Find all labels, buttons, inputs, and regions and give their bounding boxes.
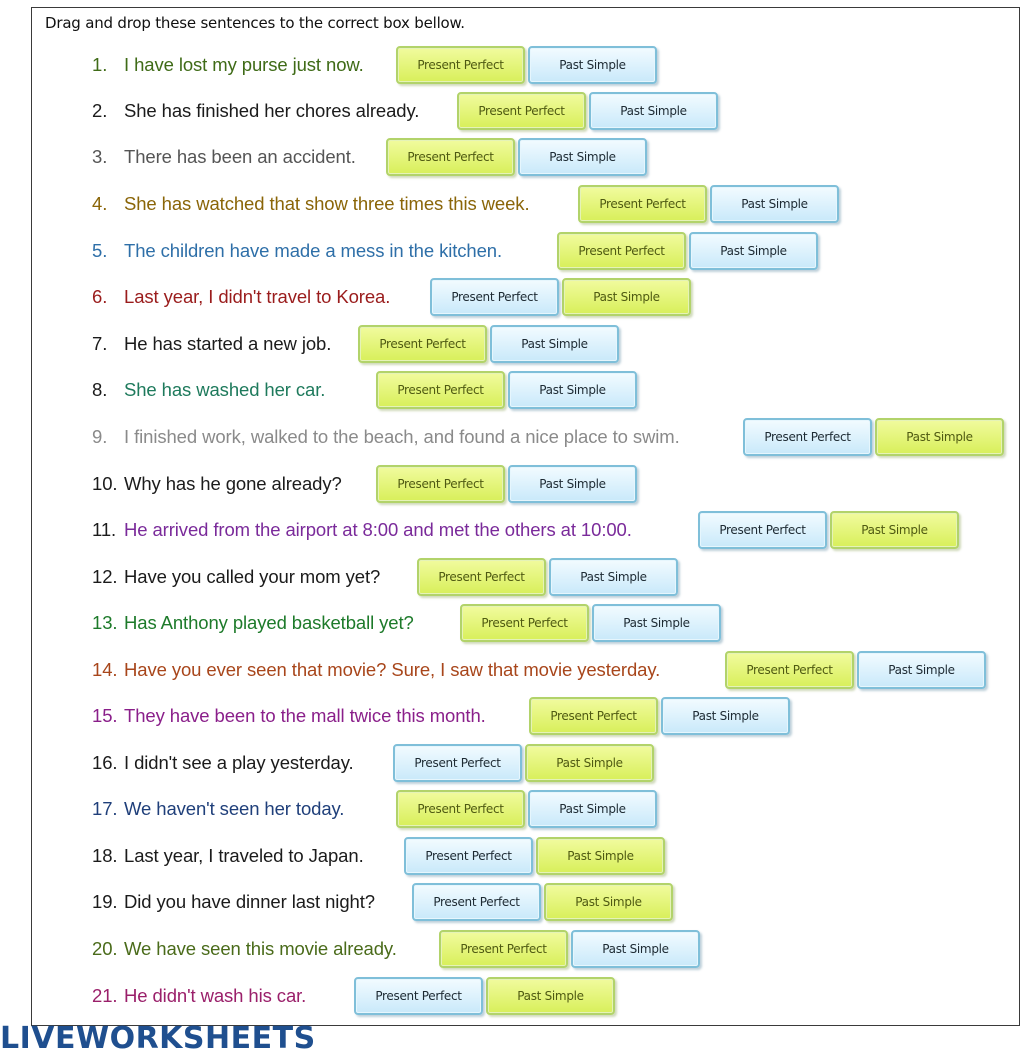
question-number: 14. — [92, 659, 118, 680]
question-sentence: There has been an accident. — [124, 146, 356, 167]
question-19 — [92, 891, 375, 913]
question-2 — [92, 100, 419, 122]
past-simple-chip[interactable]: Past Simple — [544, 883, 673, 921]
question-sentence: We have seen this movie already. — [124, 938, 397, 959]
past-simple-chip[interactable]: Past Simple — [562, 278, 691, 316]
question-21 — [92, 985, 306, 1007]
question-20 — [92, 938, 397, 960]
present-perfect-chip[interactable]: Present Perfect — [376, 465, 505, 503]
past-simple-chip[interactable]: Past Simple — [589, 92, 718, 130]
question-number: 10. — [92, 473, 118, 494]
present-perfect-chip[interactable]: Present Perfect — [354, 977, 483, 1015]
present-perfect-chip[interactable]: Present Perfect — [396, 46, 525, 84]
past-simple-chip[interactable]: Past Simple — [528, 790, 657, 828]
question-8 — [92, 379, 325, 401]
question-10 — [92, 473, 342, 495]
present-perfect-chip[interactable]: Present Perfect — [404, 837, 533, 875]
question-11 — [92, 519, 632, 541]
question-13 — [92, 612, 414, 634]
past-simple-chip[interactable]: Past Simple — [592, 604, 721, 642]
present-perfect-chip[interactable]: Present Perfect — [439, 930, 568, 968]
question-number: 2. — [92, 100, 108, 121]
present-perfect-chip[interactable]: Present Perfect — [457, 92, 586, 130]
question-number: 12. — [92, 566, 118, 587]
question-number: 16. — [92, 752, 118, 773]
question-14 — [92, 659, 660, 681]
present-perfect-chip[interactable]: Present Perfect — [430, 278, 559, 316]
question-number: 18. — [92, 845, 118, 866]
present-perfect-chip[interactable]: Present Perfect — [358, 325, 487, 363]
present-perfect-chip[interactable]: Present Perfect — [698, 511, 827, 549]
past-simple-chip[interactable]: Past Simple — [857, 651, 986, 689]
present-perfect-chip[interactable]: Present Perfect — [529, 697, 658, 735]
question-sentence: He arrived from the airport at 8:00 and met the others at 10:00. — [124, 519, 632, 540]
present-perfect-chip[interactable]: Present Perfect — [743, 418, 872, 456]
question-sentence: I have lost my purse just now. — [124, 54, 364, 75]
question-sentence: The children have made a mess in the kitchen. — [124, 240, 503, 261]
present-perfect-chip[interactable]: Present Perfect — [376, 371, 505, 409]
present-perfect-chip[interactable]: Present Perfect — [460, 604, 589, 642]
question-sentence: Did you have dinner last night? — [124, 891, 375, 912]
question-sentence: Last year, I traveled to Japan. — [124, 845, 364, 866]
question-1 — [92, 54, 364, 76]
past-simple-chip[interactable]: Past Simple — [549, 558, 678, 596]
question-sentence: Why has he gone already? — [124, 473, 342, 494]
question-sentence: He didn't wash his car. — [124, 985, 307, 1006]
question-sentence: She has watched that show three times this week. — [124, 193, 530, 214]
question-number: 8. — [92, 379, 108, 400]
question-4 — [92, 193, 530, 215]
question-number: 1. — [92, 54, 108, 75]
present-perfect-chip[interactable]: Present Perfect — [393, 744, 522, 782]
present-perfect-chip[interactable]: Present Perfect — [557, 232, 686, 270]
instruction-text: Drag and drop these sentences to the correct box bellow. — [45, 14, 465, 32]
question-number: 19. — [92, 891, 118, 912]
question-5 — [92, 240, 502, 262]
present-perfect-chip[interactable]: Present Perfect — [386, 138, 515, 176]
question-6 — [92, 286, 390, 308]
question-sentence: I finished work, walked to the beach, and found a nice place to swim. — [124, 426, 680, 447]
question-sentence: He has started a new job. — [124, 333, 332, 354]
question-sentence: They have been to the mall twice this month. — [124, 705, 486, 726]
past-simple-chip[interactable]: Past Simple — [710, 185, 839, 223]
question-18 — [92, 845, 364, 867]
question-number: 7. — [92, 333, 108, 354]
question-number: 4. — [92, 193, 108, 214]
present-perfect-chip[interactable]: Present Perfect — [417, 558, 546, 596]
past-simple-chip[interactable]: Past Simple — [536, 837, 665, 875]
present-perfect-chip[interactable]: Present Perfect — [396, 790, 525, 828]
question-number: 20. — [92, 938, 118, 959]
question-9 — [92, 426, 680, 448]
question-sentence: Have you ever seen that movie? Sure, I saw that movie yesterday. — [124, 659, 661, 680]
question-number: 9. — [92, 426, 108, 447]
question-sentence: I didn't see a play yesterday. — [124, 752, 354, 773]
liveworksheets-logo: LIVEWORKSHEETS — [0, 1021, 316, 1056]
past-simple-chip[interactable]: Past Simple — [518, 138, 647, 176]
present-perfect-chip[interactable]: Present Perfect — [578, 185, 707, 223]
question-7 — [92, 333, 331, 355]
question-number: 13. — [92, 612, 118, 633]
present-perfect-chip[interactable]: Present Perfect — [725, 651, 854, 689]
question-17 — [92, 798, 344, 820]
question-12 — [92, 566, 380, 588]
past-simple-chip[interactable]: Past Simple — [661, 697, 790, 735]
past-simple-chip[interactable]: Past Simple — [689, 232, 818, 270]
past-simple-chip[interactable]: Past Simple — [490, 325, 619, 363]
past-simple-chip[interactable]: Past Simple — [875, 418, 1004, 456]
present-perfect-chip[interactable]: Present Perfect — [412, 883, 541, 921]
question-3 — [92, 146, 356, 168]
question-number: 17. — [92, 798, 118, 819]
question-16 — [92, 752, 354, 774]
question-number: 5. — [92, 240, 108, 261]
question-sentence: She has finished her chores already. — [124, 100, 420, 121]
past-simple-chip[interactable]: Past Simple — [486, 977, 615, 1015]
past-simple-chip[interactable]: Past Simple — [830, 511, 959, 549]
past-simple-chip[interactable]: Past Simple — [508, 465, 637, 503]
past-simple-chip[interactable]: Past Simple — [508, 371, 637, 409]
question-number: 11. — [92, 519, 117, 540]
question-15 — [92, 705, 486, 727]
question-sentence: Last year, I didn't travel to Korea. — [124, 286, 391, 307]
question-number: 6. — [92, 286, 108, 307]
past-simple-chip[interactable]: Past Simple — [525, 744, 654, 782]
question-sentence: We haven't seen her today. — [124, 798, 345, 819]
past-simple-chip[interactable]: Past Simple — [528, 46, 657, 84]
past-simple-chip[interactable]: Past Simple — [571, 930, 700, 968]
question-sentence: Has Anthony played basketball yet? — [124, 612, 414, 633]
question-sentence: Have you called your mom yet? — [124, 566, 381, 587]
question-number: 21. — [92, 985, 118, 1006]
question-number: 3. — [92, 146, 108, 167]
question-number: 15. — [92, 705, 118, 726]
question-sentence: She has washed her car. — [124, 379, 326, 400]
